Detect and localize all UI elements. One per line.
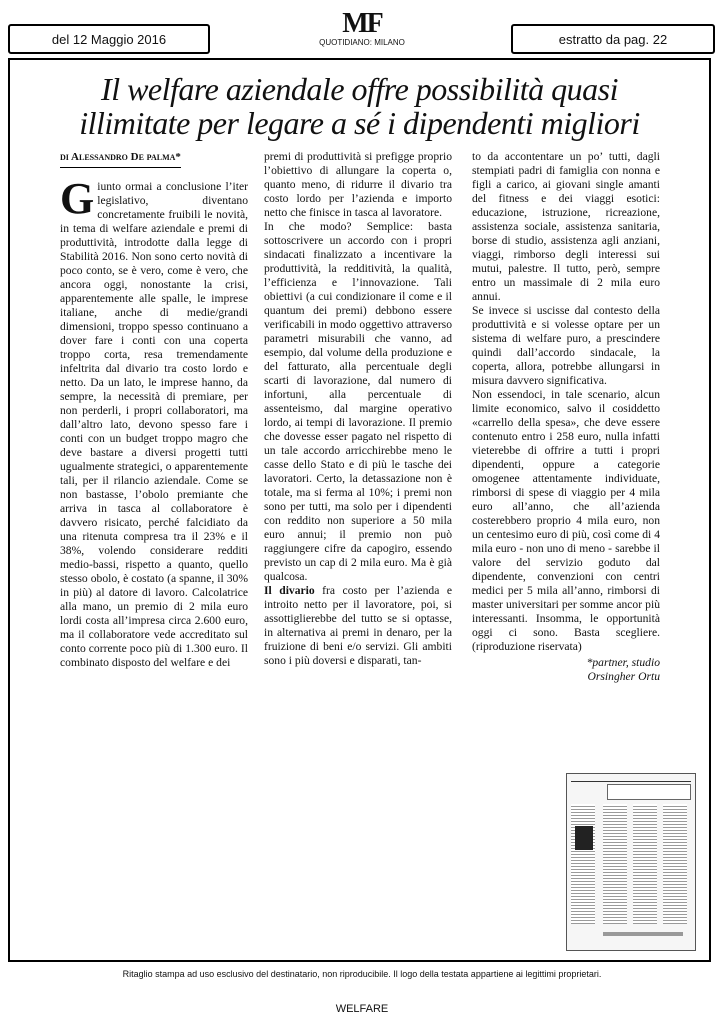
thumbnail-column [603,804,627,924]
author-signature [472,656,660,684]
signature-line-1: *partner, studio [586,656,660,669]
copyright-disclaimer: Ritaglio stampa ad uso esclusivo del destinatario, non riproducibile. Il logo della testata appartiene ai legittimi proprietari. [122,969,602,979]
signature-line-2: Orsingher Ortu [587,670,660,683]
publication-date: del 12 Maggio 2016 [51,31,167,47]
thumbnail-header [571,777,691,782]
byline: di Alessandro De palma* [60,150,181,168]
paragraph-lead: Il divario [264,584,315,597]
thumbnail-footer [603,932,683,936]
mf-logo: MF [342,8,382,39]
article-column-3 [472,150,660,684]
column-3-paragraph-3: Non essendoci, in tale scenario, alcun limite economico, salvo il cosiddetto «carrello della spesa», che deve essere contenuto entro i 258 euro, nulla infatti vieterebbe di offrire a tutti i propri dipendenti, oppure a categorie omogenee attentamente individuate, rimborsi di spese di viaggio per 4 mila euro all’anno, che all’azienda costerebbero proprio 4 mila euro, non un centesimo euro di più, così come di 4 mila euro - non uno di meno - sarebbe il valore del servizio goduto dal dipendente, convenzioni con centri medici per 5 mila all’anno, rimborsi di master universitari per somme ancor più interessanti. Insomma, le opportunità oggi ci sono. Basta scegliere. (riproduzione riservata) [472,388,660,653]
column-3-paragraph-1: to da accontentare un po’ tutti, dagli stempiati padri di famiglia con nonna e figli a carico, ai giovani single amanti del fitness e dei viaggi esotici: educazione, istruzione, ricreazione, assistenza sociale, assistenza sanitaria, borse di studio, assistenza agli anziani, viaggi, rimborso degli interessi sui mutui, palestre. Il tutto, però, sempre entro un massimale di 2 mila euro annui. [472,150,660,303]
thumbnail-column [633,804,657,924]
date-box [8,24,210,54]
page-reference-box [511,24,715,54]
drop-cap: G [60,174,95,223]
column-2-paragraph-3: fra costo per l’azienda e introito netto per il lavoratore, poi, si assottiglierebbe del tutto se si optasse, in alternativa ai premi in denaro, per la fruizione di beni e/o servizi. Gli ambiti sono i più doversi e disparati, tan- [264,584,452,667]
column-2-paragraph-1: premi di produttività si prefigge proprio l’obiettivo di allungare la coperta o, quanto meno, di ridurre il divario tra costo lordo per l’azienda e importo netto che finisce in tasca al lavoratore. [264,150,452,219]
page-reference: estratto da pag. 22 [558,31,668,47]
column-1-text: iunto ormai a conclusione l’iter legislativo, diventano concretamente fruibili le novità, in tema di welfare aziendale e premi di produttività, introdotte dalla legge di Stabilità 2016. Non sono certo novità di poco conto, se è vero, come è vero, che ancora oggi, nonostante la crisi, apparentemente alle spalle, le imprese italiane, anche di medie/grandi dimensioni, troppo spesso continuano a dover fare i conti con una coperta troppo corta, resa tremendamente infeltrita dal divario tra costo lordo e netto. Da un lato, le imprese hanno, da sempre, la necessità di premiare, per non perderli, i propri collaboratori, ma dall’altro lato, devono spesso fare i conti con un budget troppo magro che deve bastare a diversi progetti tutti ugualmente strategici, o apparentemente tali, per il rilancio aziendale. Come se non bastasse, l’obolo premiante che arriva in tasca al collaboratore è davvero risicato, perché falcidiato da una ritenuta compresa tra il 23% e il 38%, volendo considerare redditi medio-bassi, rispetto a quanto, quello stesso obolo, è costato (a spanne, il 30% in più) al datore di lavoro. Calcolatrice alla mano, un premio di 2 mila euro lordi costa all’impresa circa 2.600 euro, ma il collaboratore vede accreditato sul conto corrente poco più di 1.300 euro. Il combinato disposto del welfare e dei [60,180,248,669]
masthead-subtitle: QUOTIDIANO: MILANO [319,38,405,47]
thumbnail-column [663,804,687,924]
page-thumbnail [566,773,696,951]
column-2-paragraph-2: In che modo? Semplice: basta sottoscrivere un accordo con i propri sindacati finalizzato a incentivare la produttività, la redditività, la qualità, l’efficienza e l’innovazione. Tali obiettivi (a cui condizionare il come e il quantum dei premi) debbono essere verificabili in modo oggettivo attraverso parametri misurabili che vanno, ad esempio, dal volume della produzione e del fatturato, alla percentuale degli scarti di lavorazione, dal numero di infortuni, alla percentuale di assenteismo, dal margine operativo lordo, ai tempi di lavorazione. Il premio che dovesse esser pagato nel rispetto di un tale accordo arricchirebbe meno le casse dello Stato e di più le tasche dei lavoratori. Certo, la detassazione non è totale, ma si ferma al 10%; i premi non sono per tutti, ma solo per i dipendenti con reddito non superiore a 50 mila euro annui; il premio non può raggiungere cifre da capogiro, essendo previsto un cap di 2 mila euro. Ma è già qualcosa. [264,220,452,583]
headline [8,72,711,140]
thumbnail-column [571,804,595,924]
headline-line-2: illimitate per legare a sé i dipendenti migliori [79,105,640,141]
thumbnail-title-box [607,784,691,800]
column-3-paragraph-2: Se invece si uscisse dal contesto della produttività e si volesse optare per un sistema di welfare puro, a prescindere quindi dall’accordo sindacale, la coperta, allora, potrebbe allungarsi in misura davvero significativa. [472,304,660,387]
article-column-1 [60,150,248,670]
masthead [262,10,462,47]
article-column-2 [264,150,452,668]
headline-line-1: Il welfare aziendale offre possibilità quasi [101,71,618,107]
section-label: WELFARE [335,1003,389,1015]
thumbnail-image [575,826,593,850]
